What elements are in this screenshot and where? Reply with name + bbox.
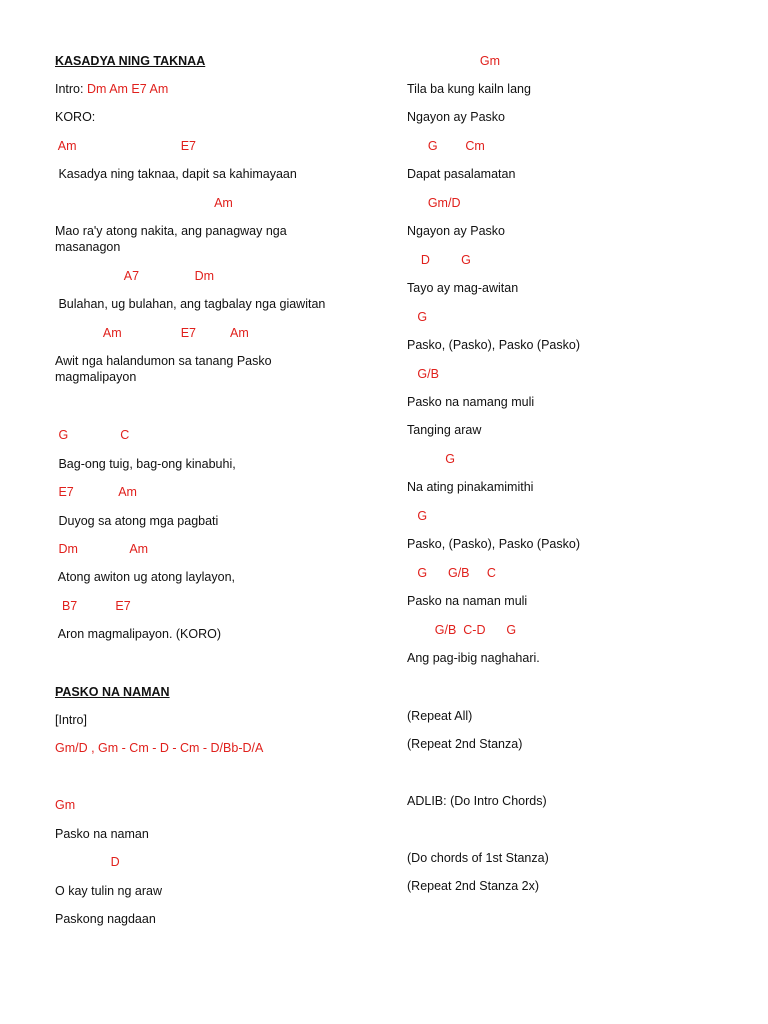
lyric-line: ADLIB: (Do Intro Chords) [407,794,547,808]
lyric-line: (Do chords of 1st Stanza) [407,851,549,865]
lyric-line: Tila ba kung kailn lang [407,82,531,96]
lyric-line: Pasko, (Pasko), Pasko (Pasko) [407,338,580,352]
chord-line: G C [55,428,130,442]
lyric-line: Pasko na naman [55,827,149,841]
lyric-line: (Repeat 2nd Stanza) [407,737,523,751]
song-title: KASADYA NING TAKNAA [55,54,206,68]
chord-line: Am [55,196,233,210]
lyric-line: Na ating pinakamimithi [407,480,534,494]
lyric-line: Bulahan, ug bulahan, ang tagbalay nga giawitan [55,297,326,311]
lyric-line: Tayo ay mag-awitan [407,281,519,295]
chord-line: E7 Am [55,485,137,499]
chord-line: G/B C-D G [407,623,517,637]
chord-line: Gm/D , Gm - Cm - D - Cm - D/Bb-D/A [55,741,264,755]
lyric-line: Ngayon ay Pasko [407,224,505,238]
intro-line [55,81,168,97]
intro-chords: Dm Am E7 Am [86,82,169,96]
lyric-line: KORO: [55,110,96,124]
chord-line: Am E7 [55,139,197,153]
lyric-line: Ngayon ay Pasko [407,110,505,124]
lyric-line: Awit nga halandumon sa tanang Pasko magmalipayon [55,354,272,384]
lyric-line: O kay tulin ng araw [55,884,162,898]
chord-line: Am E7 Am [55,326,249,340]
chord-line: G Cm [407,139,485,153]
chord-line: G/B [407,367,439,381]
lyric-line: Pasko na naman muli [407,594,528,608]
chord-line: Gm [55,798,76,812]
chord-line: D [55,855,120,869]
chord-line: G [407,509,428,523]
chord-line: Gm [407,54,501,68]
lyric-line: Mao ra'y atong nakita, ang panagway nga masanagon [55,224,287,254]
chord-line: A7 Dm [55,269,215,283]
intro-label: Intro: [55,82,87,96]
lyric-line: Kasadya ning taknaa, dapit sa kahimayaan [55,167,297,181]
lyric-line: Pasko, (Pasko), Pasko (Pasko) [407,537,580,551]
lyric-line: Bag-ong tuig, bag-ong kinabuhi, [55,457,236,471]
lyric-line: Tanging araw [407,423,482,437]
lyric-line: Atong awiton ug atong laylayon, [55,570,235,584]
chord-line: Gm/D [407,196,461,210]
chord-line: G [407,310,428,324]
lyric-line: (Repeat All) [407,709,473,723]
chord-line: G [407,452,455,466]
lyric-line: Paskong nagdaan [55,912,156,926]
lyric-line: [Intro] [55,713,87,727]
lyric-line: Pasko na namang muli [407,395,535,409]
lyric-line: Duyog sa atong mga pagbati [55,514,219,528]
lyric-line: (Repeat 2nd Stanza 2x) [407,879,540,893]
lyric-line: Dapat pasalamatan [407,167,516,181]
chord-line: G G/B C [407,566,496,580]
chord-line: Dm Am [55,542,149,556]
lyric-line: Aron magmalipayon. (KORO) [55,627,222,641]
chord-line: D G [407,253,471,267]
chord-line: B7 E7 [55,599,131,613]
lyric-line: Ang pag-ibig naghahari. [407,651,540,665]
song-title: PASKO NA NAMAN [55,685,170,699]
